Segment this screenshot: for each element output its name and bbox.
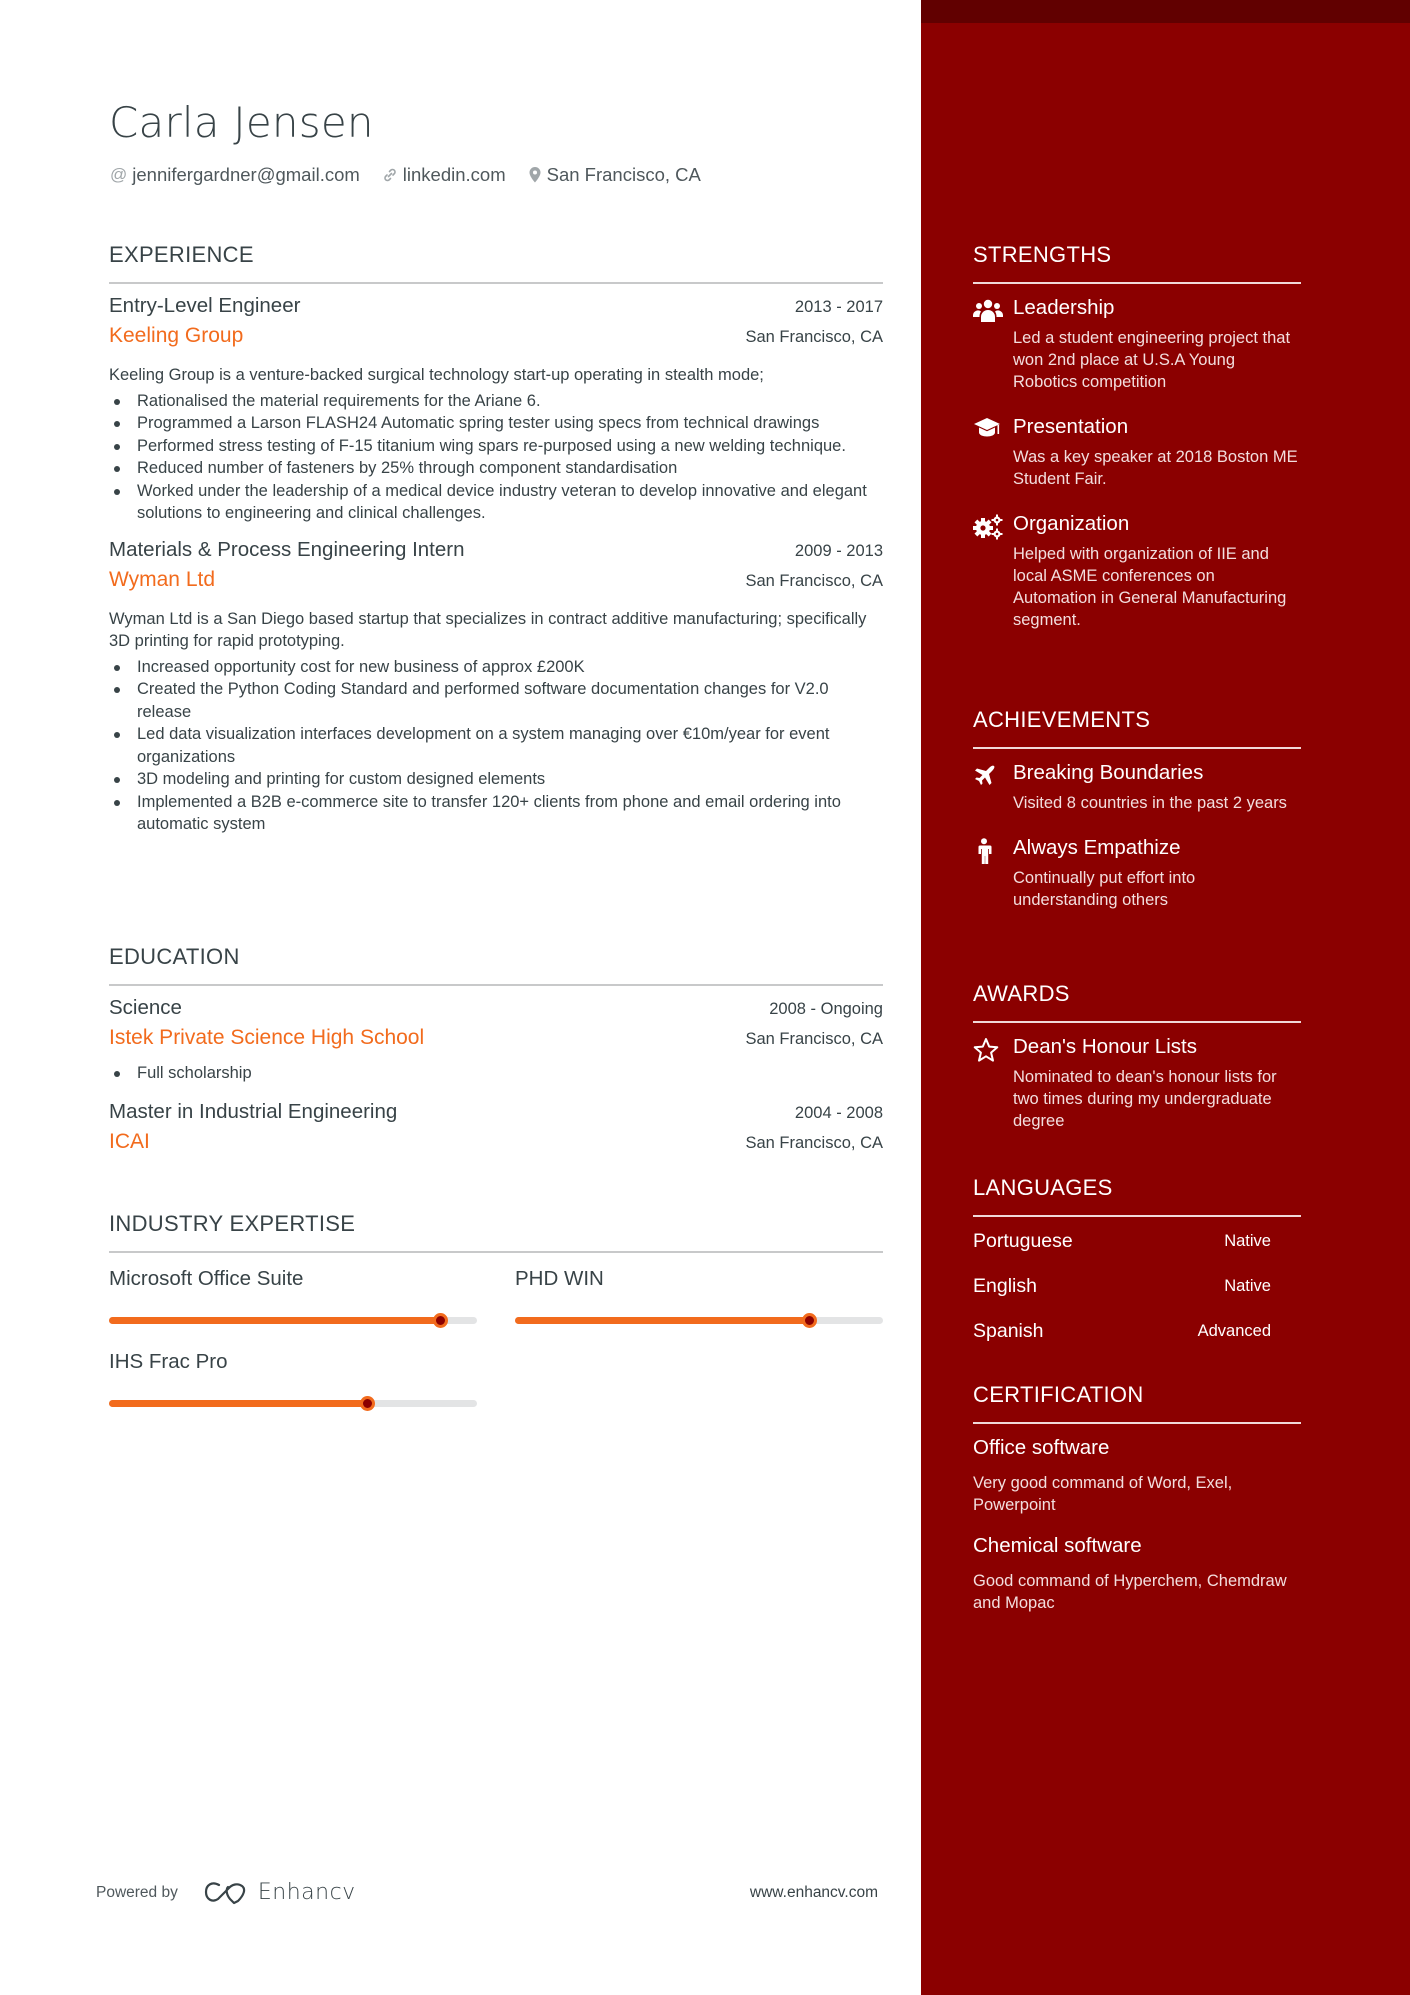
footer	[96, 1880, 878, 1905]
awards-title: AWARDS	[973, 981, 1070, 1006]
job-dates: 2009 - 2013	[794, 541, 883, 560]
star-icon	[973, 1033, 1013, 1132]
achievement-list	[109, 390, 883, 525]
at-icon: @	[110, 165, 128, 184]
section-divider	[973, 747, 1301, 749]
section-divider	[109, 1251, 883, 1253]
skill-level-fill	[515, 1317, 809, 1324]
list-item: Created the Python Coding Standard and performed software documentation changes for V2.0 release	[109, 678, 883, 723]
skills-grid	[109, 1265, 883, 1407]
education-bullets	[109, 1062, 883, 1085]
link-icon	[382, 167, 398, 183]
certification-section	[973, 1380, 1301, 1614]
strength-title: Leadership	[1013, 296, 1115, 319]
section-divider	[109, 984, 883, 986]
achievement-item	[973, 759, 1301, 814]
strength-item	[973, 510, 1301, 631]
skill-item	[109, 1348, 477, 1407]
skill-item	[109, 1265, 477, 1324]
experience-entry	[109, 294, 883, 525]
person-icon	[973, 834, 1013, 911]
section-divider	[973, 1422, 1301, 1424]
skill-level-knob	[802, 1313, 817, 1328]
list-item: Programmed a Larson FLASH24 Automatic spring tester using specs from technical drawings	[109, 412, 883, 435]
language-name: Spanish	[973, 1320, 1044, 1342]
contact-email-text: jennifergardner@gmail.com	[132, 164, 360, 185]
experience-entry	[109, 538, 883, 836]
list-item: Rationalised the material requirements for the Ariane 6.	[109, 390, 883, 413]
contact-location	[528, 164, 701, 186]
language-row	[973, 1219, 1301, 1264]
certification-name: Office software	[973, 1436, 1110, 1459]
skill-level-bar	[109, 1317, 477, 1324]
education-entry	[109, 996, 883, 1085]
language-level: Native	[1224, 1277, 1271, 1295]
job-dates: 2013 - 2017	[794, 298, 883, 316]
company-description: Keeling Group is a venture-backed surgical technology start-up operating in stealth mode;	[109, 366, 764, 384]
language-name: Portuguese	[973, 1230, 1073, 1252]
strength-title: Organization	[1013, 512, 1130, 535]
certification-item	[973, 1434, 1301, 1516]
expertise-title: INDUSTRY EXPERTISE	[109, 1211, 356, 1236]
achievement-desc: Visited 8 countries in the past 2 years	[1013, 794, 1287, 812]
achievement-desc: Continually put effort into understanding others	[1013, 869, 1196, 909]
location-pin-icon	[528, 166, 542, 184]
list-item: Reduced number of fasteners by 25% through component standardisation	[109, 457, 883, 480]
language-level: Native	[1224, 1232, 1271, 1250]
strength-item	[973, 294, 1301, 393]
achievement-list	[109, 656, 883, 836]
sidebar	[921, 0, 1410, 1995]
enhancv-logo-icon	[204, 1881, 250, 1905]
certification-title: CERTIFICATION	[973, 1382, 1144, 1407]
list-item: Increased opportunity cost for new business of approx £200K	[109, 656, 883, 679]
education-dates: 2004 - 2008	[794, 1103, 883, 1122]
expertise-section	[109, 1209, 883, 1407]
website-link[interactable]: www.enhancv.com	[749, 1883, 878, 1901]
skill-level-bar	[109, 1400, 477, 1407]
experience-title: EXPERIENCE	[109, 242, 254, 267]
languages-section	[973, 1173, 1301, 1354]
job-title: Materials & Process Engineering Intern	[109, 537, 465, 561]
skill-level-fill	[109, 1317, 440, 1324]
achievement-title: Breaking Boundaries	[1013, 761, 1204, 784]
strength-desc: Helped with organization of IIE and local ASME conferences on Automation in General Manufacturing segment.	[1013, 545, 1287, 629]
job-location: San Francisco, CA	[745, 328, 883, 346]
powered-by-label: Powered by	[96, 1883, 178, 1901]
list-item: 3D modeling and printing for custom designed elements	[109, 768, 883, 791]
degree-name: Master in Industrial Engineering	[109, 1099, 398, 1123]
language-row	[973, 1309, 1301, 1354]
education-section	[109, 942, 883, 1166]
school-name: Istek Private Science High School	[109, 1026, 425, 1049]
school-name: ICAI	[109, 1129, 150, 1153]
education-dates: 2008 - Ongoing	[769, 1000, 883, 1018]
language-row	[973, 1264, 1301, 1309]
degree-name: Science	[109, 996, 182, 1019]
award-desc: Nominated to dean's honour lists for two times during my undergraduate degree	[1013, 1068, 1277, 1130]
list-item: Implemented a B2B e-commerce site to transfer 120+ clients from phone and email ordering into automatic system	[109, 791, 883, 836]
skill-level-fill	[109, 1400, 367, 1407]
list-item: Worked under the leadership of a medical device industry veteran to develop innovative and elegant solutions to engineering and clinical challenges.	[109, 480, 883, 525]
skill-level-knob	[360, 1396, 375, 1411]
languages-title: LANGUAGES	[973, 1175, 1113, 1200]
section-divider	[109, 282, 883, 284]
section-divider	[973, 1021, 1301, 1023]
experience-section	[109, 240, 883, 836]
contact-location-text: San Francisco, CA	[546, 164, 701, 185]
enhancv-logo[interactable]	[204, 1880, 356, 1905]
award-item	[973, 1033, 1301, 1132]
sidebar-top-band	[921, 0, 1410, 23]
skill-item	[515, 1265, 883, 1324]
plane-icon	[973, 759, 1013, 814]
section-divider	[973, 282, 1301, 284]
strength-desc: Was a key speaker at 2018 Boston ME Student Fair.	[1013, 448, 1298, 488]
strength-desc: Led a student engineering project that won 2nd place at U.S.A Young Robotics competition	[1013, 329, 1291, 391]
gears-icon	[973, 510, 1013, 631]
skill-level-knob	[433, 1313, 448, 1328]
certification-item	[973, 1532, 1301, 1614]
skill-name: Microsoft Office Suite	[109, 1267, 304, 1290]
strengths-section	[973, 240, 1301, 631]
achievements-section	[973, 705, 1301, 911]
contact-linkedin[interactable]	[382, 164, 506, 186]
strength-item	[973, 413, 1301, 490]
list-item: Led data visualization interfaces development on a system managing over €10m/year for event organizations	[109, 723, 883, 768]
company-name: Wyman Ltd	[109, 567, 216, 591]
achievement-item	[973, 834, 1301, 911]
skill-level-bar	[515, 1317, 883, 1324]
education-entry	[109, 1100, 883, 1166]
education-location: San Francisco, CA	[745, 1133, 883, 1152]
strengths-title: STRENGTHS	[973, 242, 1112, 267]
certification-name: Chemical software	[973, 1534, 1142, 1557]
list-item: Full scholarship	[109, 1062, 883, 1085]
list-item: Performed stress testing of F-15 titanium wing spars re-purposed using a new welding technique.	[109, 435, 883, 458]
language-level: Advanced	[1197, 1322, 1271, 1340]
certification-desc: Good command of Hyperchem, Chemdraw and Mopac	[973, 1572, 1287, 1612]
achievement-title: Always Empathize	[1013, 836, 1181, 859]
strength-title: Presentation	[1013, 415, 1129, 438]
section-divider	[973, 1215, 1301, 1217]
award-title: Dean's Honour Lists	[1013, 1035, 1197, 1058]
candidate-name: Carla Jensen	[109, 98, 374, 147]
job-title: Entry-Level Engineer	[109, 294, 301, 317]
company-name: Keeling Group	[109, 324, 244, 347]
skill-name: PHD WIN	[515, 1267, 604, 1290]
education-title: EDUCATION	[109, 944, 240, 969]
graduation-cap-icon	[973, 413, 1013, 490]
contact-bar	[110, 164, 723, 186]
education-location: San Francisco, CA	[745, 1030, 883, 1048]
contact-linkedin-text: linkedin.com	[402, 164, 506, 185]
skill-name: IHS Frac Pro	[109, 1350, 228, 1373]
job-location: San Francisco, CA	[745, 571, 883, 590]
certification-desc: Very good command of Word, Exel, Powerpoint	[973, 1474, 1233, 1514]
achievements-title: ACHIEVEMENTS	[973, 707, 1151, 732]
contact-email[interactable]	[110, 164, 360, 186]
users-icon	[973, 294, 1013, 393]
company-description: Wyman Ltd is a San Diego based startup that specializes in contract additive manufacturing; specifically 3D printing for rapid prototyping.	[109, 609, 867, 650]
language-name: English	[973, 1275, 1037, 1297]
enhancv-brand: Enhancv	[257, 1880, 356, 1905]
powered-by	[96, 1880, 356, 1905]
awards-section	[973, 979, 1301, 1132]
